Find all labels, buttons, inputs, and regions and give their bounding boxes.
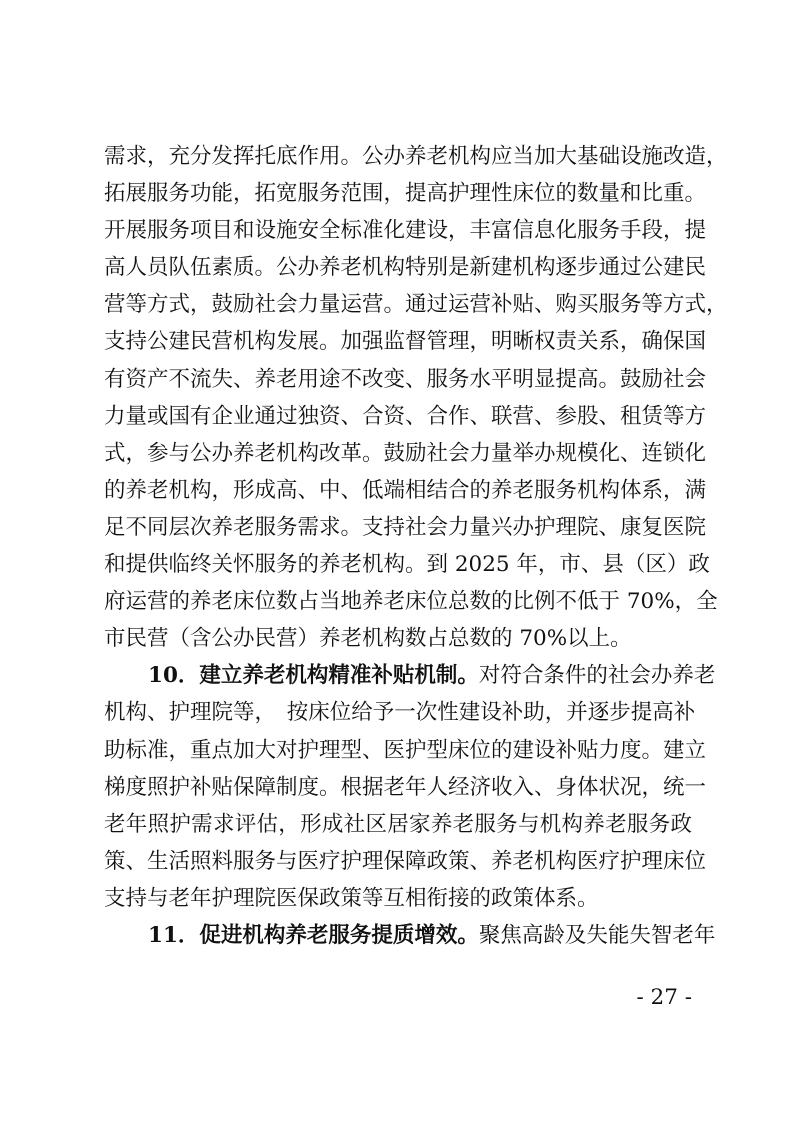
text-line: 开展服务项目和设施安全标准化建设，丰富信息化服务手段，提	[104, 218, 707, 244]
section-heading-11: 11．促进机构养老服务提质增效。	[148, 922, 479, 948]
paragraph-subsidy-mechanism	[104, 657, 716, 917]
paragraph-public-institutions	[104, 138, 728, 657]
text-line: 梯度照护补贴保障制度。根据老年人经济收入、身体状况，统一	[104, 774, 707, 800]
body-text	[104, 138, 728, 954]
text-line: 的养老机构，形成高、中、低端相结合的养老服务机构体系，满	[104, 477, 707, 503]
text-line: 支持公建民营机构发展。加强监督管理，明晰权责关系，确保国	[104, 329, 707, 355]
text-line: 助标准，重点加大对护理型、医护型床位的建设补贴力度。建立	[104, 737, 707, 763]
text-line: 需求，充分发挥托底作用。公办养老机构应当加大基础设施改造，	[104, 144, 728, 169]
heading-rest-text: 聚焦高龄及失能失智老年	[478, 922, 716, 948]
text-line: 市民营（含公办民营）养老机构数占总数的 70%以上。	[104, 626, 632, 652]
text-line: 府运营的养老床位数占当地养老床位总数的比例不低于 70%，全	[104, 589, 718, 615]
text-line: 拓展服务功能，拓宽服务范围，提高护理性床位的数量和比重。	[104, 181, 707, 207]
paragraph-service-quality	[104, 917, 716, 954]
text-line: 机构、护理院等， 按床位给予一次性建设补助，并逐步提高补	[104, 700, 696, 726]
text-line: 老年照护需求评估，形成社区居家养老服务与机构养老服务政	[104, 811, 692, 837]
section-heading-10: 10．建立养老机构精准补贴机制。	[148, 663, 479, 689]
text-line: 营等方式，鼓励社会力量运营。通过运营补贴、购买服务等方式，	[104, 292, 728, 318]
text-line	[104, 657, 716, 694]
text-line: 有资产不流失、养老用途不改变、服务水平明显提高。鼓励社会	[104, 366, 707, 392]
text-line	[104, 917, 716, 954]
text-line: 足不同层次养老服务需求。支持社会力量兴办护理院、康复医院	[104, 514, 707, 540]
text-line: 策、生活照料服务与医疗护理保障政策、养老机构医疗护理床位	[104, 848, 707, 874]
text-line: 力量或国有企业通过独资、合资、合作、联营、参股、租赁等方	[104, 403, 707, 429]
heading-rest-text: 对符合条件的社会办养老	[478, 663, 716, 689]
text-line: 高人员队伍素质。公办养老机构特别是新建机构逐步通过公建民	[104, 255, 707, 281]
text-line: 和提供临终关怀服务的养老机构。到 2025 年，市、县（区）政	[104, 552, 710, 578]
text-line: 支持与老年护理院医保政策等互相衔接的政策体系。	[104, 885, 599, 911]
page-number: - 27 -	[636, 985, 692, 1010]
text-line: 式，参与公办养老机构改革。鼓励社会力量举办规模化、连锁化	[104, 440, 707, 466]
